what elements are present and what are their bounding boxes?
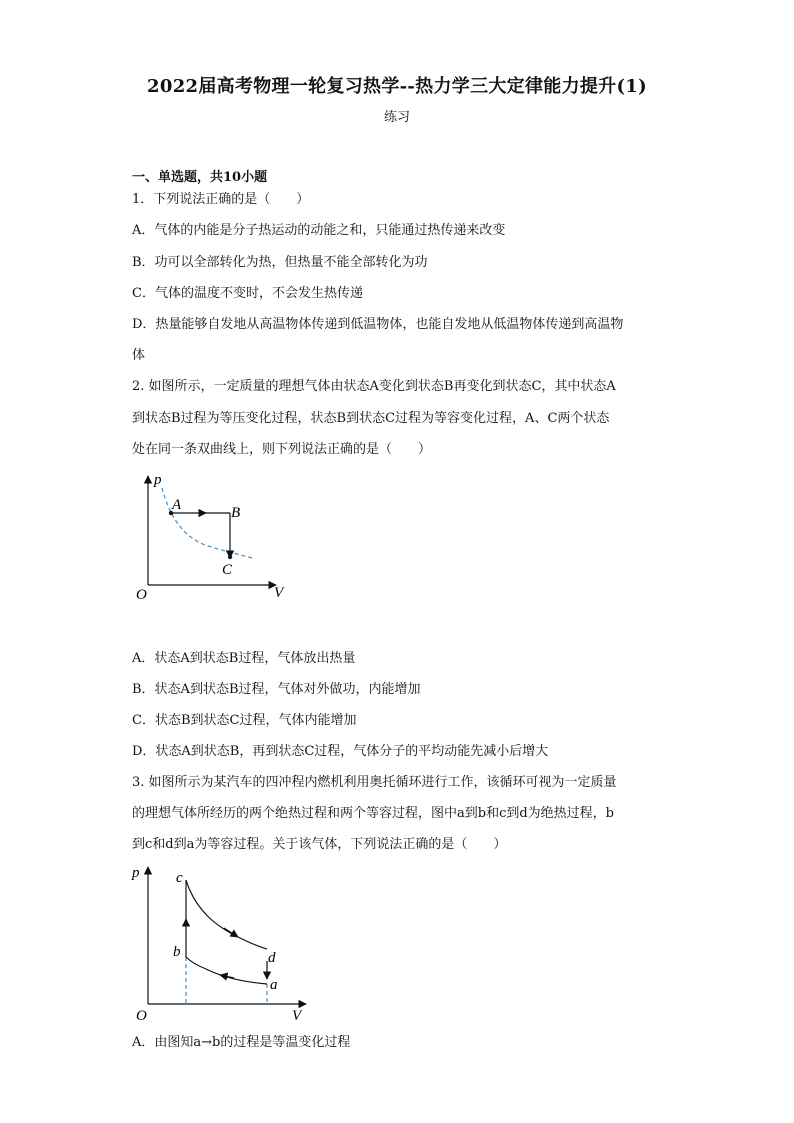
q2-point-a-label: A	[172, 497, 182, 513]
q2-origin-label: O	[136, 587, 147, 603]
q2-axis-v-label: V	[274, 585, 284, 601]
q3-point-a-label: a	[270, 977, 278, 993]
q2-option-a: A．状态A到状态B过程，气体放出热量	[132, 651, 356, 666]
q1-option-c: C．气体的温度不变时，不会发生热传递	[132, 286, 363, 301]
q3-arrow-cd	[224, 928, 238, 937]
q2-stem-line1: 2. 如图所示，一定质量的理想气体由状态A变化到状态B再变化到状态C，其中状态A	[132, 379, 616, 394]
q1-option-b: B．功可以全部转化为热，但热量不能全部转化为功	[132, 255, 428, 270]
q3-option-a: A．由图知a→b的过程是等温变化过程	[132, 1035, 351, 1050]
q3-point-d-label: d	[268, 950, 276, 966]
q1-option-d-line1: D．热量能够自发地从高温物体传递到低温物体，也能自发地从低温物体传递到高温物	[132, 317, 624, 332]
q2-option-d: D．状态A到状态B，再到状态C过程，气体分子的平均动能先减小后增大	[132, 744, 549, 759]
q2-point-c-dot	[228, 555, 232, 559]
q3-point-c-label: c	[176, 870, 183, 886]
q3-axis-v-label: V	[292, 1008, 302, 1024]
q3-stem-line2: 的理想气体所经历的两个绝热过程和两个等容过程，图中a到b和c到d为绝热过程，b	[132, 806, 614, 821]
q3-process-ab	[186, 957, 267, 984]
q1-stem: 1．下列说法正确的是（ ）	[132, 192, 310, 207]
q1-option-a: A．气体的内能是分子热运动的动能之和，只能通过热传递来改变	[132, 223, 506, 238]
document-title: 2022届高考物理一轮复习热学--热力学三大定律能力提升(1)	[147, 76, 647, 97]
q2-option-b: B．状态A到状态B过程，气体对外做功，内能增加	[132, 682, 421, 697]
q3-otto-cycle-diagram	[126, 857, 326, 1027]
q2-option-c: C．状态B到状态C过程，气体内能增加	[132, 713, 357, 728]
q3-process-cd	[186, 880, 267, 949]
q2-axis-p-label: p	[154, 472, 162, 488]
q3-origin-label: O	[136, 1008, 147, 1024]
document-subtitle: 练习	[383, 110, 410, 125]
q2-point-b-label: B	[231, 505, 241, 521]
q2-stem-line3: 处在同一条双曲线上，则下列说法正确的是（ ）	[132, 442, 432, 457]
q2-point-c-label: C	[222, 562, 233, 578]
q3-stem-line1: 3. 如图所示为某汽车的四冲程内燃机利用奥托循环进行工作，该循环可视为一定质量	[132, 775, 617, 790]
q1-option-d-line2: 体	[132, 348, 146, 363]
section-heading: 一、单选题，共10小题	[132, 170, 268, 185]
q2-stem-line2: 到状态B过程为等压变化过程，状态B到状态C过程为等容变化过程，A、C两个状态	[132, 411, 610, 426]
q2-pv-diagram	[126, 466, 296, 606]
q3-stem-line3: 到c和d到a为等容过程。关于该气体，下列说法正确的是（ ）	[132, 837, 507, 852]
q3-point-b-label: b	[173, 944, 181, 960]
q3-axis-p-label: p	[132, 865, 140, 881]
